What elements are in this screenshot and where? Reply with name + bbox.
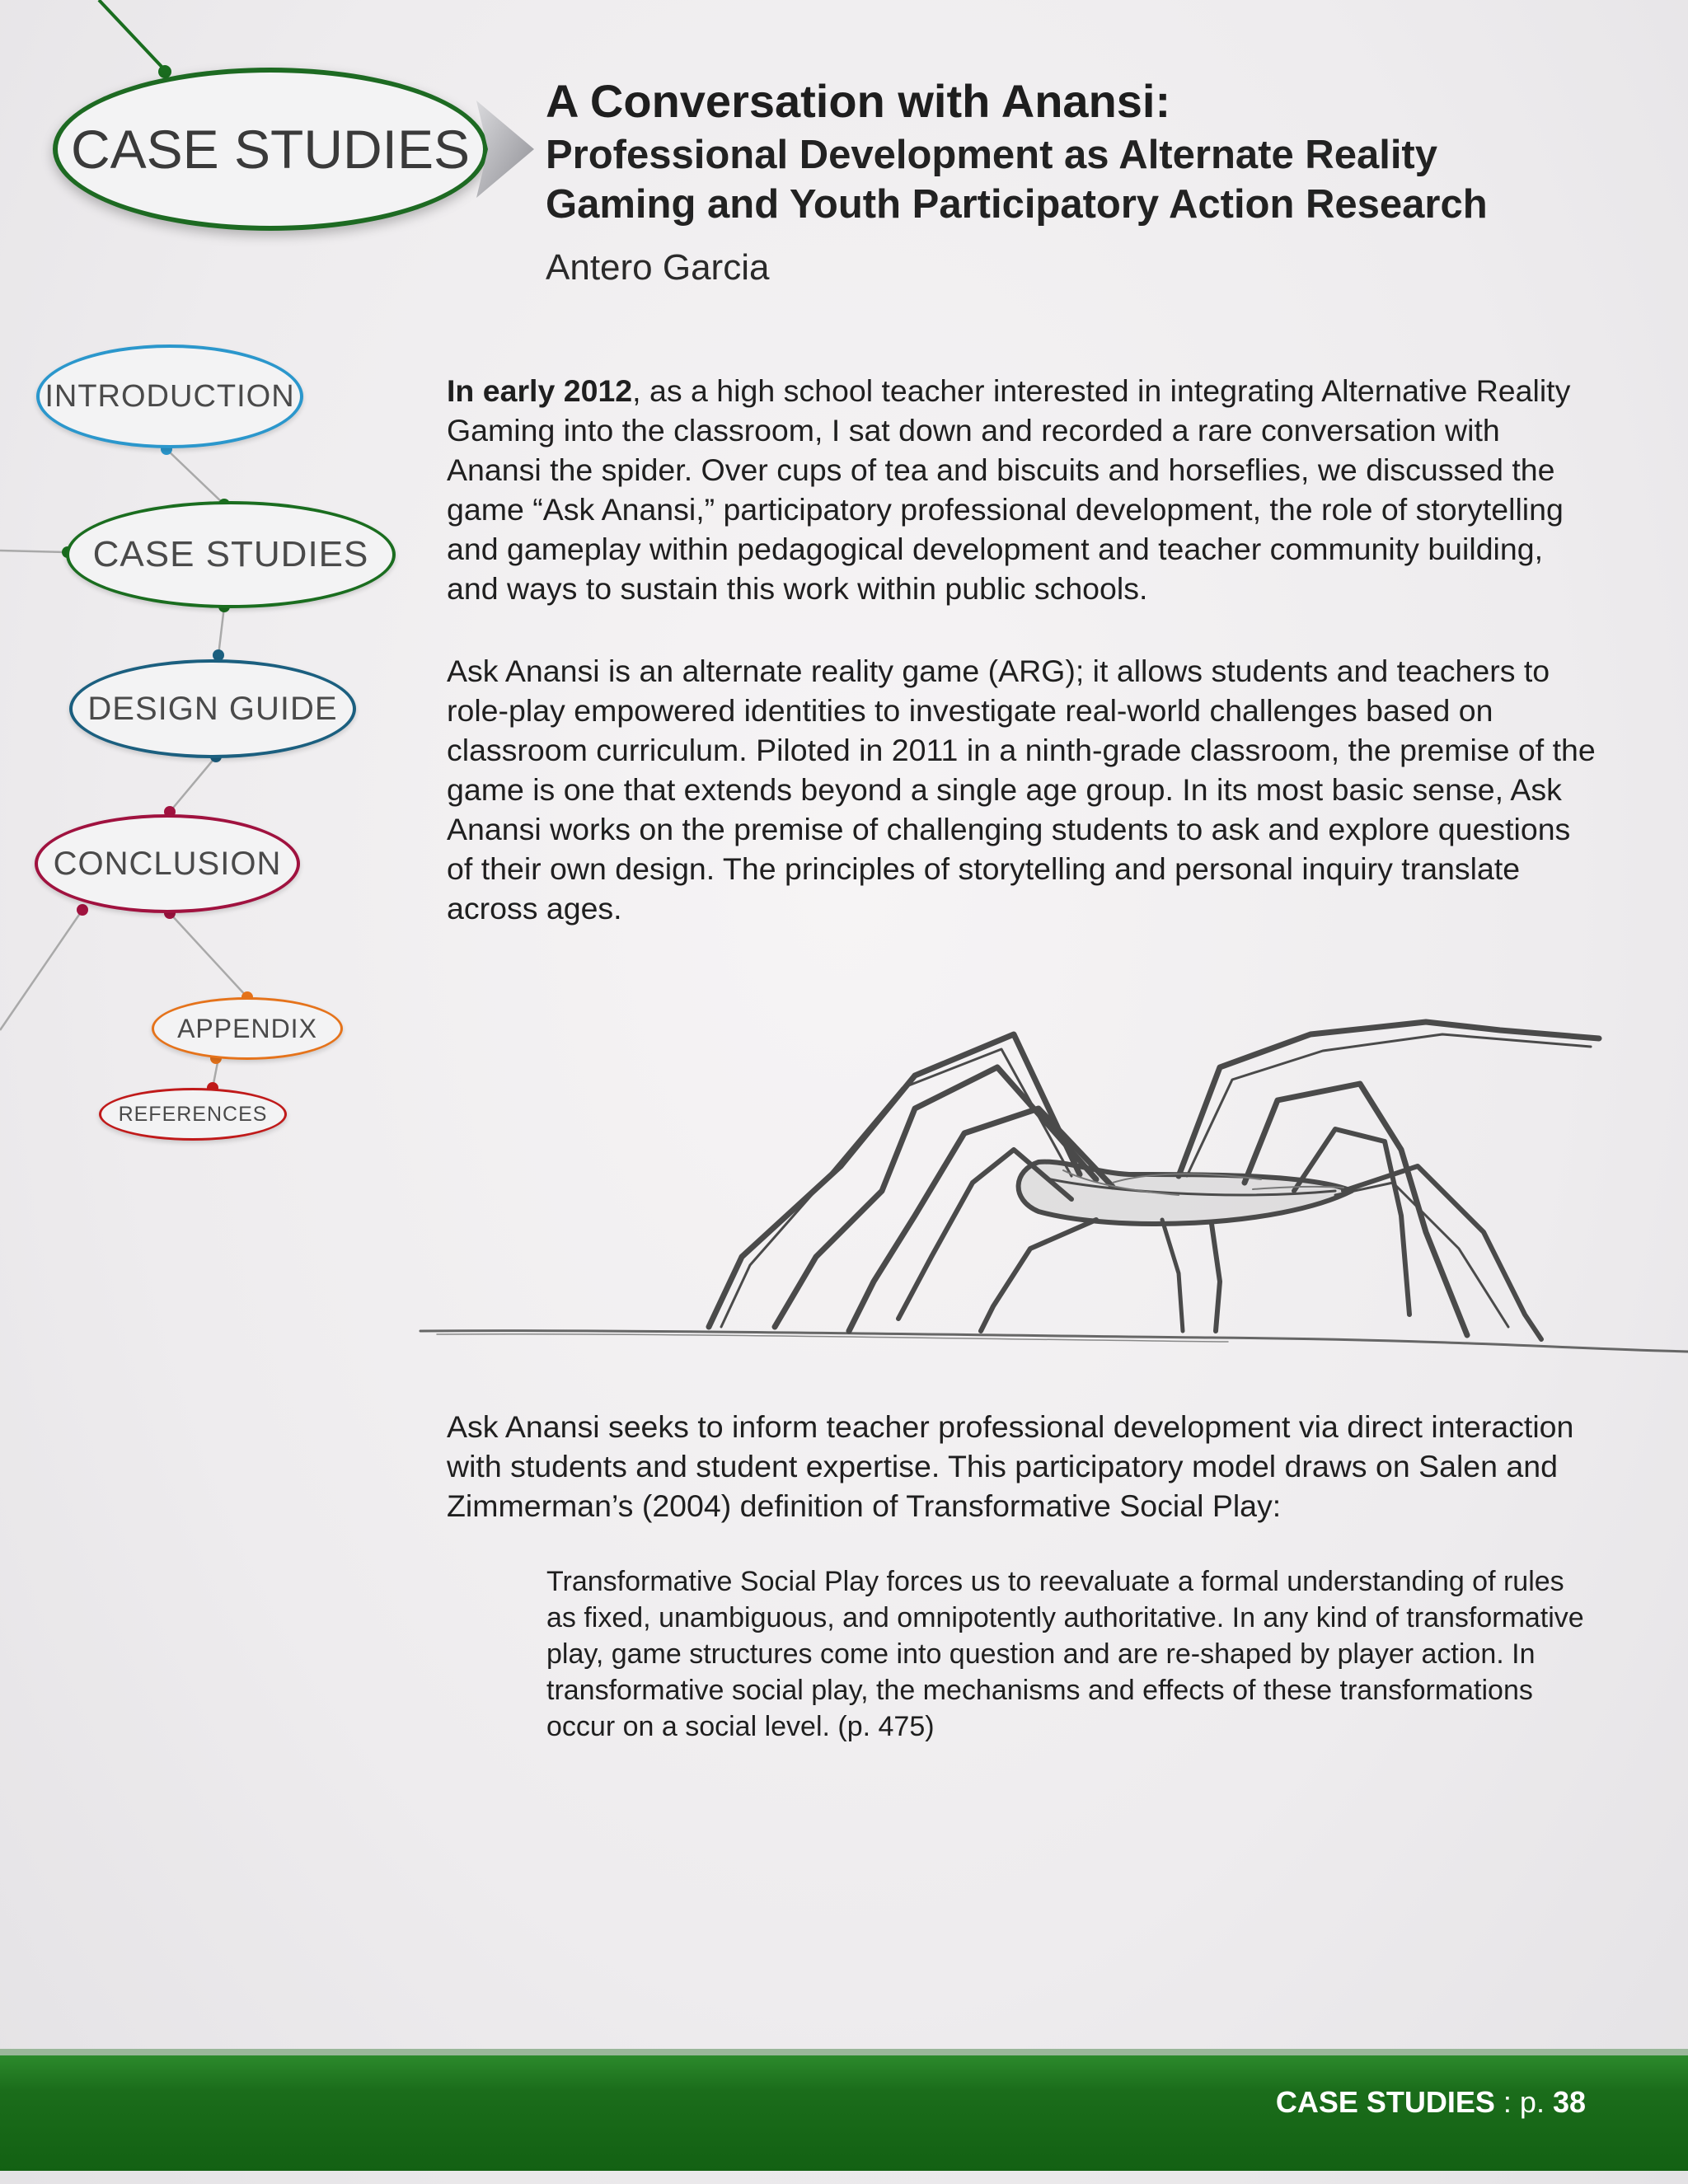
section-badge [53, 68, 488, 231]
nav-conclusion[interactable] [35, 814, 300, 913]
chevron-right-icon [476, 101, 534, 198]
nav-appendix[interactable] [152, 997, 343, 1060]
footer-page-number: 38 [1552, 2085, 1586, 2119]
article-author: Antero Garcia [546, 247, 770, 288]
subtitle-line-1: Professional Development as Alternate Reality [546, 133, 1437, 177]
subtitle-line-2: Gaming and Youth Participatory Action Research [546, 182, 1488, 227]
footer-separator: : [1494, 2085, 1520, 2119]
nav-references[interactable] [99, 1088, 287, 1141]
paragraph-1-lead: In early 2012 [447, 373, 633, 408]
nav-conclusion-label: CONCLUSION [53, 845, 282, 882]
footer-page-prefix: p. [1519, 2085, 1553, 2119]
article-title: A Conversation with Anansi: [546, 75, 1171, 127]
nav-appendix-label: APPENDIX [177, 1013, 317, 1043]
spider-sketch-icon [387, 985, 1688, 1380]
paragraph-3: Ask Anansi seeks to inform teacher professional development via direct interaction with students and student expertise. This participatory model draws on Salen and Zimmerman’s (2004) definition of Transformative Social Play: [447, 1409, 1574, 1523]
footer-divider [0, 2049, 1688, 2055]
nav-design-guide[interactable] [69, 659, 356, 758]
paragraph-2: Ask Anansi is an alternate reality game (ARG); it allows students and teachers to role-play empowered identities to investigate real-world challenges based on classroom curriculum. Piloted in 2011 in a ninth-grade classroom, the premise of the game is one that extends beyond a single age group. In its most basic sense, Ask Anansi works on the premise of challenging students to ask and explore questions of their own design. The principles of storytelling and personal inquiry translate across ages. [447, 654, 1596, 926]
nav-introduction-label: INTRODUCTION [45, 378, 295, 414]
nav-design-guide-label: DESIGN GUIDE [87, 690, 338, 727]
nav-introduction[interactable] [36, 344, 303, 448]
footer-page-label [1276, 2085, 1586, 2120]
paragraph-1 [447, 371, 1601, 608]
section-badge-label: CASE STUDIES [70, 119, 471, 180]
article-subtitle [546, 130, 1617, 229]
block-quote: Transformative Social Play forces us to reevaluate a formal understanding of rules as fixed, unambiguous, and omnipotently authoritative. In any kind of transformative play, game structures come into question and are re-shaped by player action. In transformative social play, the mechanisms and effects of these transformations occur on a social level. (p. 475) [546, 1566, 1584, 1742]
nav-case-studies-label: CASE STUDIES [92, 534, 369, 574]
nav-case-studies[interactable] [66, 501, 396, 608]
footer-section: CASE STUDIES [1275, 2085, 1495, 2119]
paragraph-1-text: , as a high school teacher interested in integrating Alternative Reality Gaming into the classroom, I sat down and recorded a rare conversation with Anansi the spider. Over cups of tea and biscuits and horseflies, we discussed the game “Ask Anansi,” participatory professional development, the role of storytelling and gameplay within pedagogical development and teacher community building, and ways to sustain this work within public schools. [447, 373, 1571, 606]
nav-references-label: REFERENCES [118, 1102, 268, 1126]
